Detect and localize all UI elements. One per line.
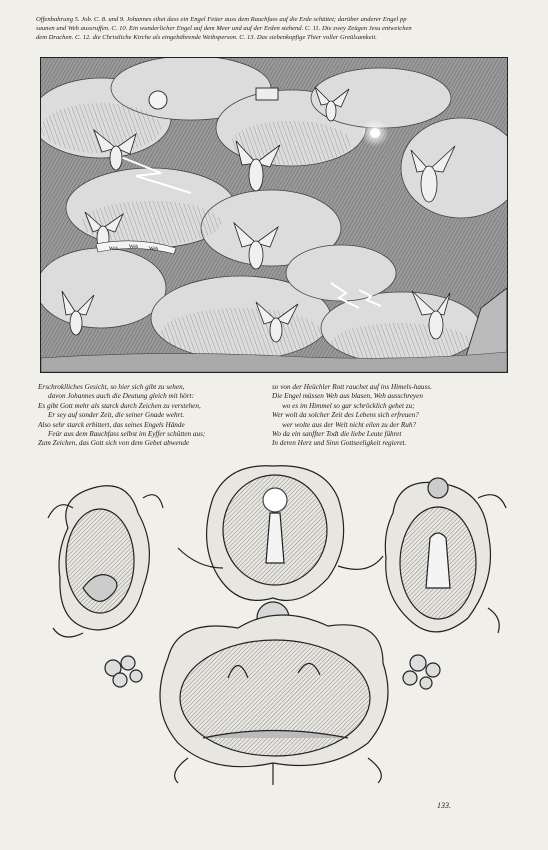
altar xyxy=(256,88,278,100)
woe-label-2: Weh xyxy=(129,245,139,250)
poem-line: Es gibt Gott mehr als starck durch Zeichen zu verstehen, xyxy=(38,401,201,410)
poem-line: Die Engel müssen Weh aus blasen, Weh ausschreyen xyxy=(272,392,423,401)
poem-line: wo es im Himmel so gar schröcklich gehet zu; xyxy=(282,401,415,410)
caption-line-3: dem Drachen. C. 12. die Christliche Kirche als eingebährende Weibsperson. C. 13. Das siebenkopfige Thier voller Greülsamkeit. xyxy=(36,34,377,41)
caption-line-1: Offenbahrung 5. Job. C. 8. und 9. Johannes sihet dass ein Engel Feüer auss dem Rauchfass auf die Erde schüttet; darüber anderer Engel pp xyxy=(36,16,407,23)
caption-line-2: saunen und Weh aussruffen. C. 10. Ein wunderlicher Engel auf dem Meer und auf der Erden stehend. C. 11. Die zwey Zeügen Jesu entweichen xyxy=(36,25,412,32)
poem-line: Wer wolt da solcher Zeit des Lebens sich erfreuen? xyxy=(272,411,419,420)
poem-line: Feür aus dem Rauchfass selbst im Eyffer schütten aus; xyxy=(48,429,206,438)
main-engraving-sky-scene xyxy=(40,57,508,373)
cartouche-bottom-beast xyxy=(160,615,388,785)
poem-line: Erschroklliches Gesicht, so hier sich gibt zu sehen, xyxy=(38,383,185,391)
poem-left-column xyxy=(38,383,266,449)
poem-line: Also sehr starck erbittert, das seines Engels Hände xyxy=(38,420,185,429)
cartouche-center-angel xyxy=(178,466,383,634)
cartouche-right-woman xyxy=(385,478,506,633)
poem-line: wer wolte aus der Welt nicht eilen zu der Ruh? xyxy=(282,420,417,429)
poem-line: In deren Herz und Sinn Gottseeligkeit regieret. xyxy=(272,439,407,448)
sun-face xyxy=(149,91,167,109)
woe-label-3: Weh xyxy=(149,247,159,252)
woe-label-1: Weh xyxy=(109,247,119,252)
poem-line: davon Johannes auch die Deutung gleich mit hört: xyxy=(48,392,194,401)
cartouche-left-dragon xyxy=(48,486,163,637)
poem-right-column xyxy=(272,383,508,449)
poem-line: Zum Zeichen, das Gott sich von dem Gebet abwende xyxy=(38,439,190,448)
poem-line: Er sey auf sonder Zeit, die seiner Gnade wehrt. xyxy=(48,411,185,420)
poem-line: Wo da ein sanffter Todt die liebe Leute führet xyxy=(272,429,402,438)
page-number: 133. xyxy=(437,801,451,810)
ornamental-cartouche-group xyxy=(38,458,510,788)
poem-line: so von der Heüchler Rott rauchet auf ins Himels-hauss. xyxy=(272,383,432,391)
